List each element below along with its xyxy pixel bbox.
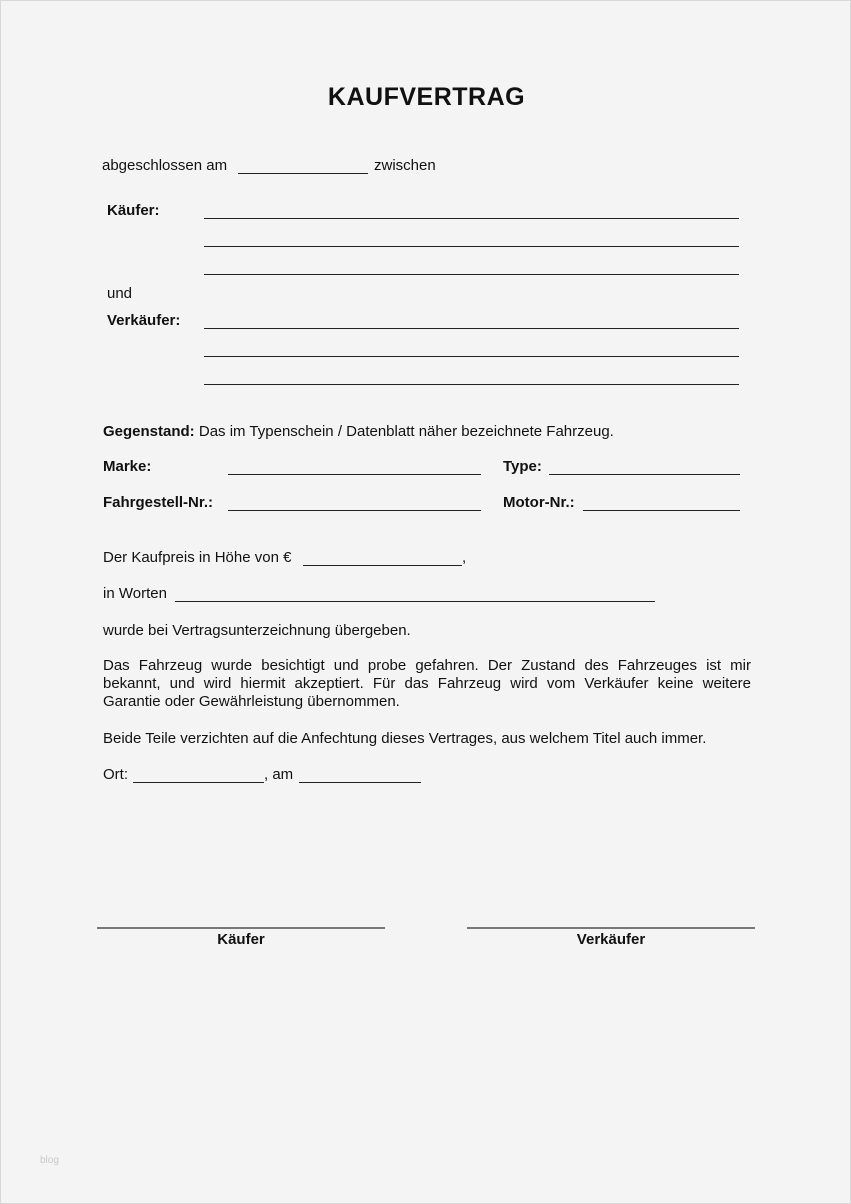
buyer-line-2[interactable]	[204, 246, 739, 247]
seller-line-3[interactable]	[204, 384, 739, 385]
date-line[interactable]	[299, 782, 421, 783]
subject-label: Gegenstand:	[103, 423, 195, 440]
waiver-paragraph: Beide Teile verzichten auf die Anfechtung dieses Vertrages, aus welchem Titel auch immer.	[103, 730, 707, 747]
seller-line-2[interactable]	[204, 356, 739, 357]
place-line[interactable]	[133, 782, 264, 783]
chassis-label: Fahrgestell-Nr.:	[103, 494, 214, 511]
intro-prefix: abgeschlossen am	[102, 157, 228, 174]
buyer-line-3[interactable]	[204, 274, 739, 275]
document-title: KAUFVERTRAG	[327, 83, 526, 111]
chassis-line[interactable]	[228, 510, 481, 511]
buyer-line-1[interactable]	[204, 218, 739, 219]
price-comma: ,	[462, 549, 467, 566]
brand-line[interactable]	[228, 474, 481, 475]
in-words-line[interactable]	[175, 601, 655, 602]
condition-paragraph: Das Fahrzeug wurde besichtigt und probe gefahren. Der Zustand des Fahrzeuges ist mir bekannt, und wird hiermit akzeptiert. Für das Fahrzeug wird vom Verkäufer keine weitere Garantie oder Gewährleistung übernommen.	[103, 657, 751, 710]
seller-label: Verkäufer:	[107, 312, 181, 329]
brand-label: Marke:	[103, 458, 152, 475]
handover-text: wurde bei Vertragsunterzeichnung übergeben.	[103, 622, 411, 639]
buyer-signature-line[interactable]	[97, 927, 385, 929]
type-label: Type:	[503, 458, 542, 475]
buyer-signature-label: Käufer	[217, 931, 265, 948]
and-label: und	[107, 285, 133, 302]
type-line[interactable]	[549, 474, 740, 475]
price-line[interactable]	[303, 565, 462, 566]
engine-label: Motor-Nr.:	[503, 494, 575, 511]
seller-line-1[interactable]	[204, 328, 739, 329]
intro-suffix: zwischen	[374, 157, 436, 174]
place-label: Ort:	[103, 766, 128, 783]
contract-date-line[interactable]	[238, 173, 368, 174]
seller-signature-line[interactable]	[467, 927, 755, 929]
watermark-text: blog	[40, 1155, 59, 1166]
subject-text: Das im Typenschein / Datenblatt näher bezeichnete Fahrzeug.	[198, 423, 614, 440]
seller-signature-label: Verkäufer	[576, 931, 646, 948]
date-label: , am	[264, 766, 294, 783]
price-label: Der Kaufpreis in Höhe von €	[103, 549, 292, 566]
buyer-label: Käufer:	[107, 202, 160, 219]
subject-row	[103, 423, 614, 440]
engine-line[interactable]	[583, 510, 740, 511]
in-words-label: in Worten	[103, 585, 167, 602]
